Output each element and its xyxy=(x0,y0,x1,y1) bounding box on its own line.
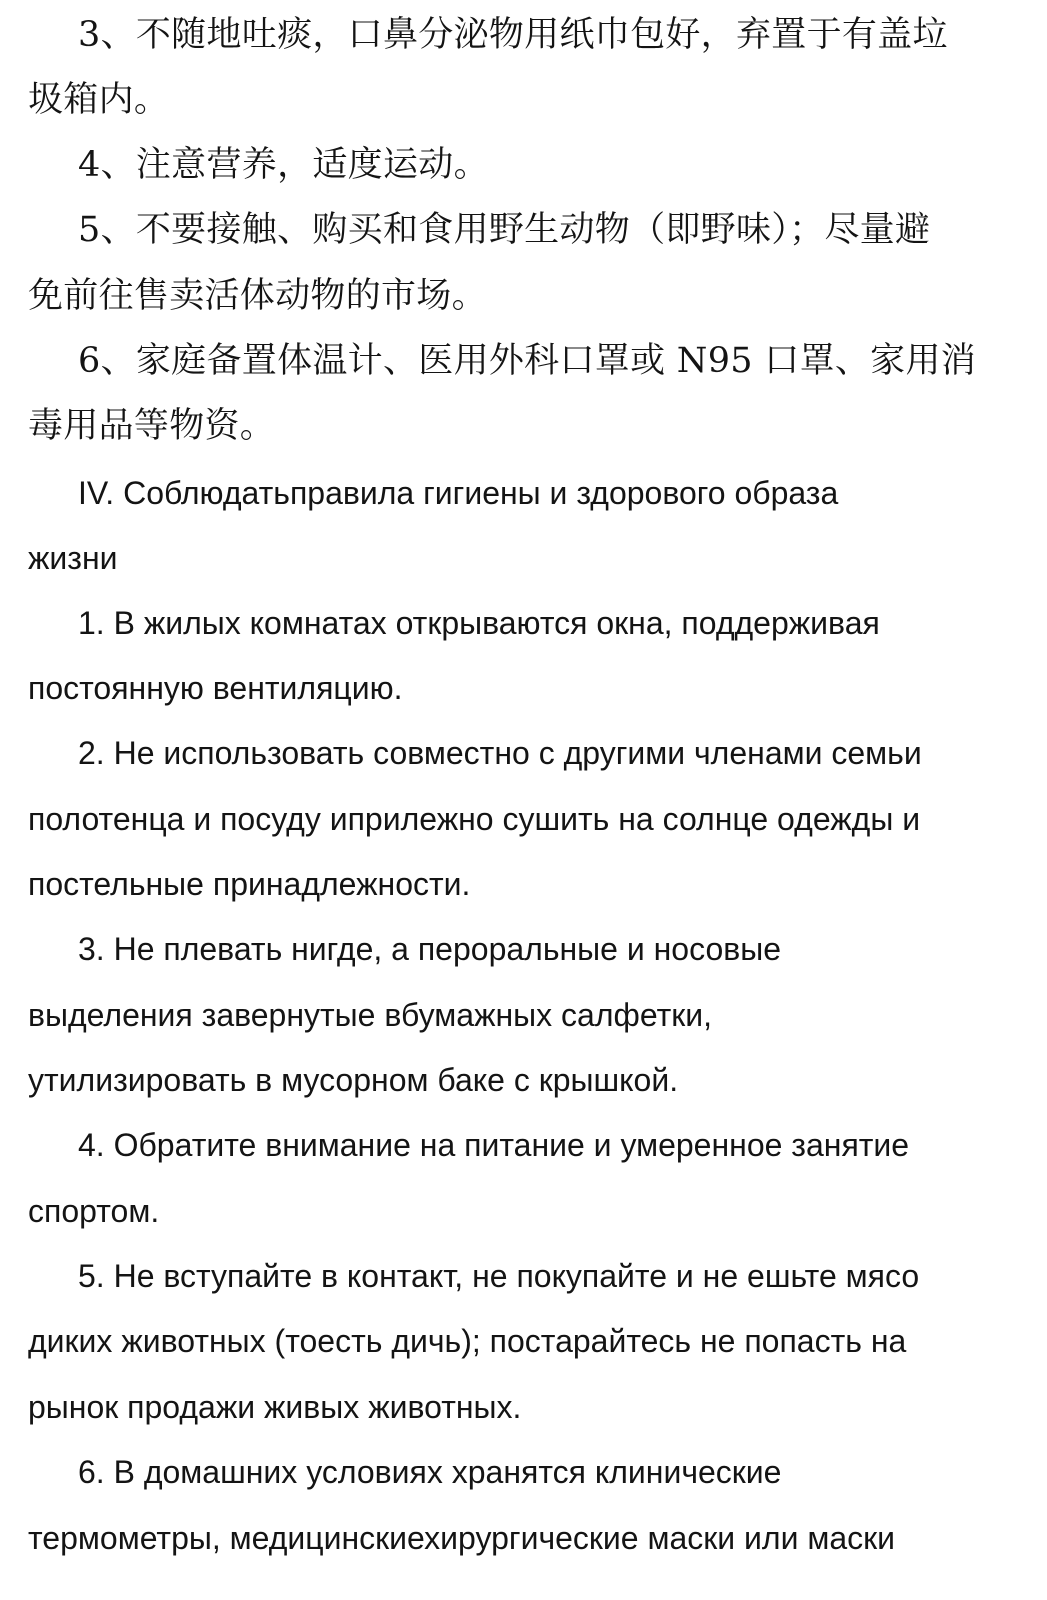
ru-item-3-line-2: выделения завернутые вбумажных салфетки, xyxy=(28,997,712,1033)
zh-item-5-line-1: 5、不要接触、购买和食用野生动物（即野味）；尽量避 xyxy=(78,210,931,250)
ru-item-5-line-2: диких животных (тоесть дичь); постарайтесь не попасть на xyxy=(28,1323,907,1359)
ru-section-heading-line-1: IV. Соблюдатьправила гигиены и здорового образа xyxy=(78,475,839,511)
ru-section-heading-line-2: жизни xyxy=(28,540,118,576)
ru-item-2-line-3: постельные принадлежности. xyxy=(28,866,471,902)
zh-item-4-line-1: 4、注意营养，适度运动。 xyxy=(78,145,489,185)
ru-item-3-line-3: утилизировать в мусорном баке с крышкой. xyxy=(28,1062,679,1098)
ru-item-5-line-3: рынок продажи живых животных. xyxy=(28,1389,522,1425)
ru-item-1-line-2: постоянную вентиляцию. xyxy=(28,670,403,706)
ru-item-6-line-1: 6. В домашних условиях хранятся клинические xyxy=(78,1454,782,1490)
zh-item-3-line-2: 圾箱内。 xyxy=(28,80,170,120)
ru-item-2-line-2: полотенца и посуду иприлежно сушить на солнце одежды и xyxy=(28,801,921,837)
zh-item-6-line-1: 6、家庭备置体温计、医用外科口罩或 N95 口罩、家用消 xyxy=(78,341,977,381)
zh-item-3-line-1: 3、不随地吐痰，口鼻分泌物用纸巾包好，弃置于有盖垃 xyxy=(78,15,948,55)
ru-item-2-line-1: 2. Не использовать совместно с другими членами семьи xyxy=(78,735,922,771)
ru-item-3-line-1: 3. Не плевать нигде, а пероральные и носовые xyxy=(78,931,782,967)
ru-item-4-line-2: спортом. xyxy=(28,1193,160,1229)
ru-item-1-line-1: 1. В жилых комнатах открываются окна, поддерживая xyxy=(78,605,880,641)
zh-item-6-line-2: 毒用品等物资。 xyxy=(28,406,276,446)
ru-item-4-line-1: 4. Обратите внимание на питание и умеренное занятие xyxy=(78,1127,910,1163)
ru-item-5-line-1: 5. Не вступайте в контакт, не покупайте и не ешьте мясо xyxy=(78,1258,920,1294)
ru-item-6-line-2: термометры, медицинскиехирургические маски или маски xyxy=(28,1520,896,1556)
zh-item-5-line-2: 免前往售卖活体动物的市场。 xyxy=(28,276,487,316)
